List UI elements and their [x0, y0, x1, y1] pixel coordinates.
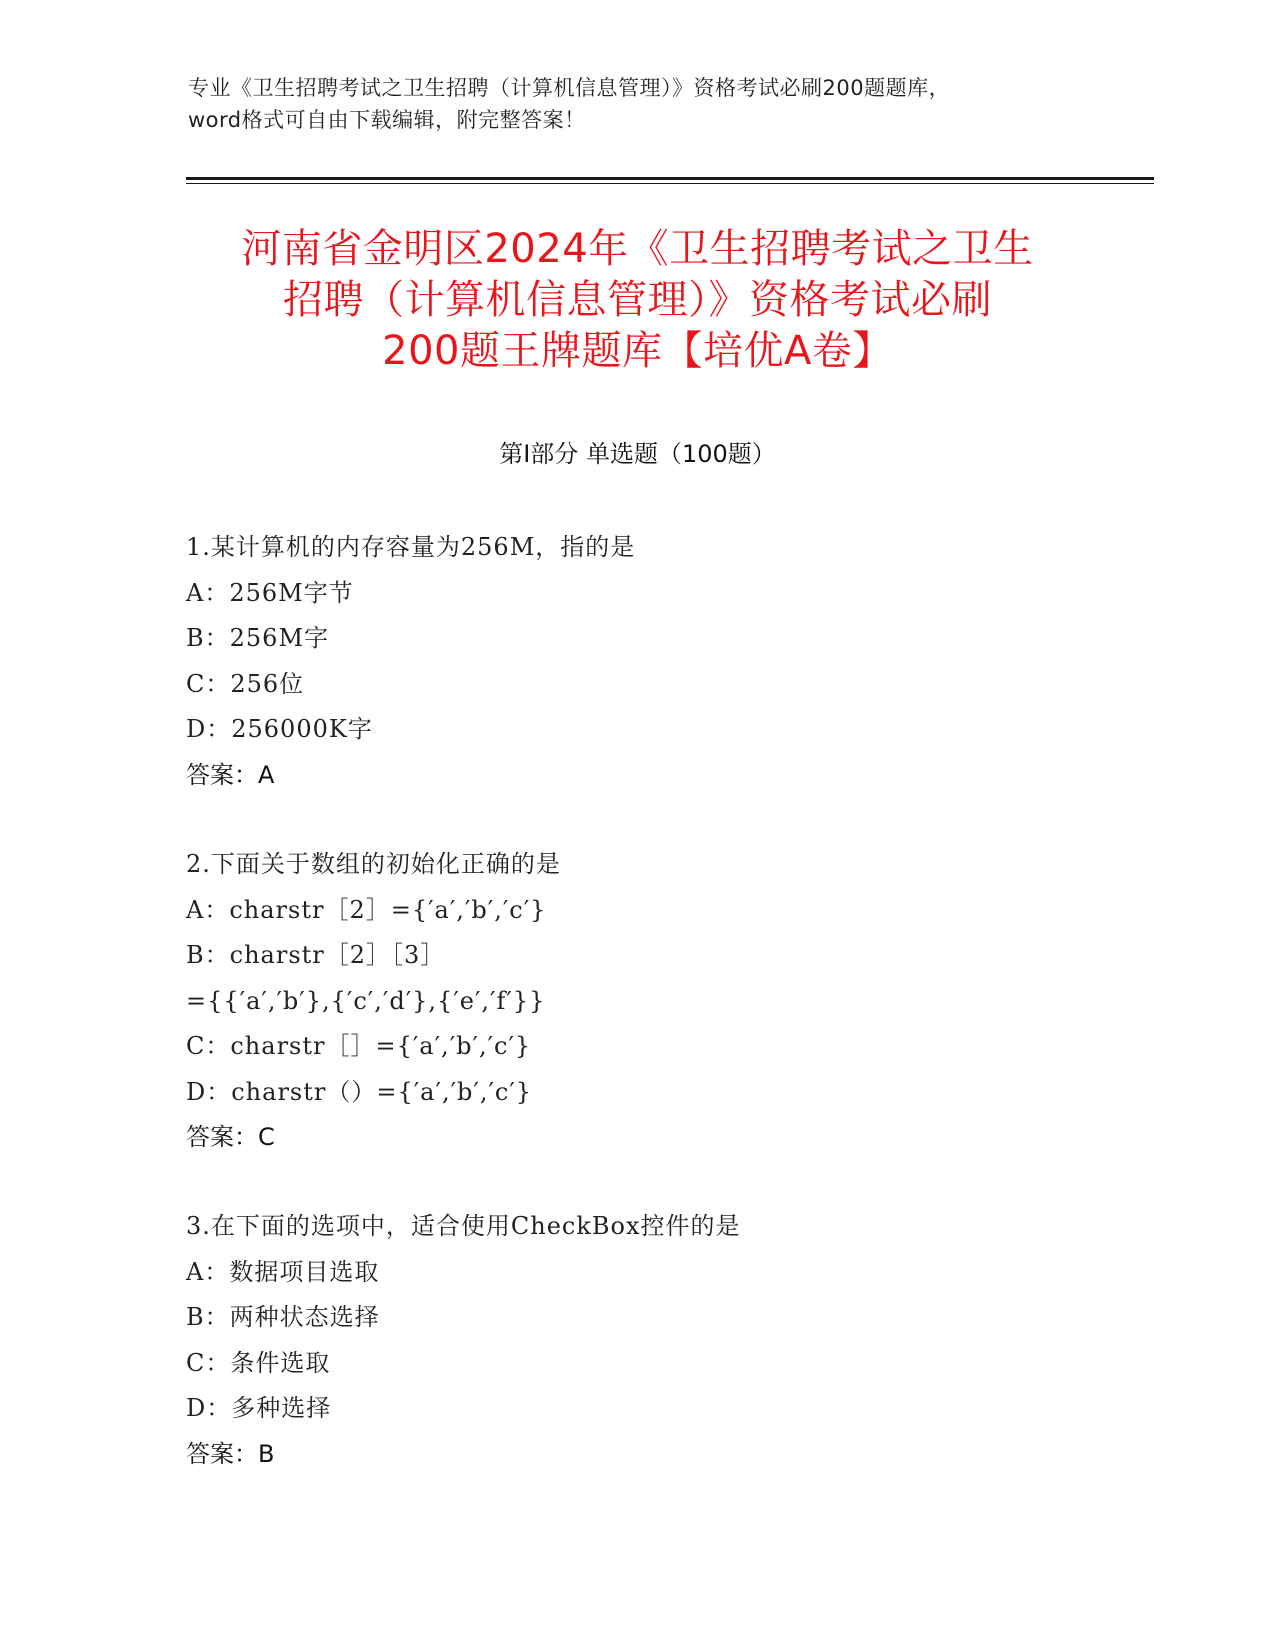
title-line-2: 招聘（计算机信息管理）》资格考试必刷 — [283, 277, 992, 323]
question-stem: 2.下面关于数组的初始化正确的是 — [186, 850, 561, 878]
header-note-line-2: word格式可自由下载编辑，附完整答案！ — [188, 108, 586, 132]
option-d: D：256000K字 — [186, 715, 373, 743]
answer-key: 答案：C — [186, 1123, 275, 1151]
title-line-3: 200题王牌题库【培优A卷】 — [382, 328, 893, 374]
document-title — [150, 224, 1125, 377]
option-d: D：多种选择 — [186, 1394, 332, 1422]
question-stem: 1.某计算机的内存容量为256M，指的是 — [186, 533, 636, 561]
header-divider-thin — [186, 183, 1154, 184]
question-3 — [186, 1204, 1086, 1477]
option-c: C：256位 — [186, 669, 305, 698]
option-b: B：charstr［2］［3］ — [186, 941, 446, 969]
header-divider-thick — [186, 177, 1154, 180]
question-1 — [186, 525, 1086, 798]
question-2 — [186, 842, 1086, 1161]
header-note — [188, 72, 1088, 136]
header-note-line-1: 专业《卫生招聘考试之卫生招聘（计算机信息管理）》资格考试必刷200题题库， — [188, 76, 951, 100]
option-a: A：256M字节 — [186, 578, 354, 607]
option-a: A：charstr［2］={′a′,′b′,′c′} — [186, 895, 547, 924]
answer-key: 答案：A — [186, 760, 275, 789]
option-d: D：charstr（）={′a′,′b′,′c′} — [186, 1077, 533, 1106]
option-b: B：两种状态选择 — [186, 1303, 380, 1331]
option-a: A：数据项目选取 — [186, 1257, 380, 1286]
answer-key: 答案：B — [186, 1439, 275, 1468]
title-line-1: 河南省金明区2024年《卫生招聘考试之卫生 — [241, 226, 1034, 272]
option-c: C：条件选取 — [186, 1348, 331, 1377]
option-b: B：256M字 — [186, 624, 330, 652]
question-stem: 3.在下面的选项中，适合使用CheckBox控件的是 — [186, 1212, 741, 1240]
option-c: C：charstr［］={′a′,′b′,′c′} — [186, 1032, 532, 1060]
section-title: 第Ⅰ部分 单选题（100题） — [499, 440, 776, 468]
option-b-continued: ={{′a′,′b′},{′c′,′d′},{′e′,′f′}} — [186, 986, 546, 1015]
